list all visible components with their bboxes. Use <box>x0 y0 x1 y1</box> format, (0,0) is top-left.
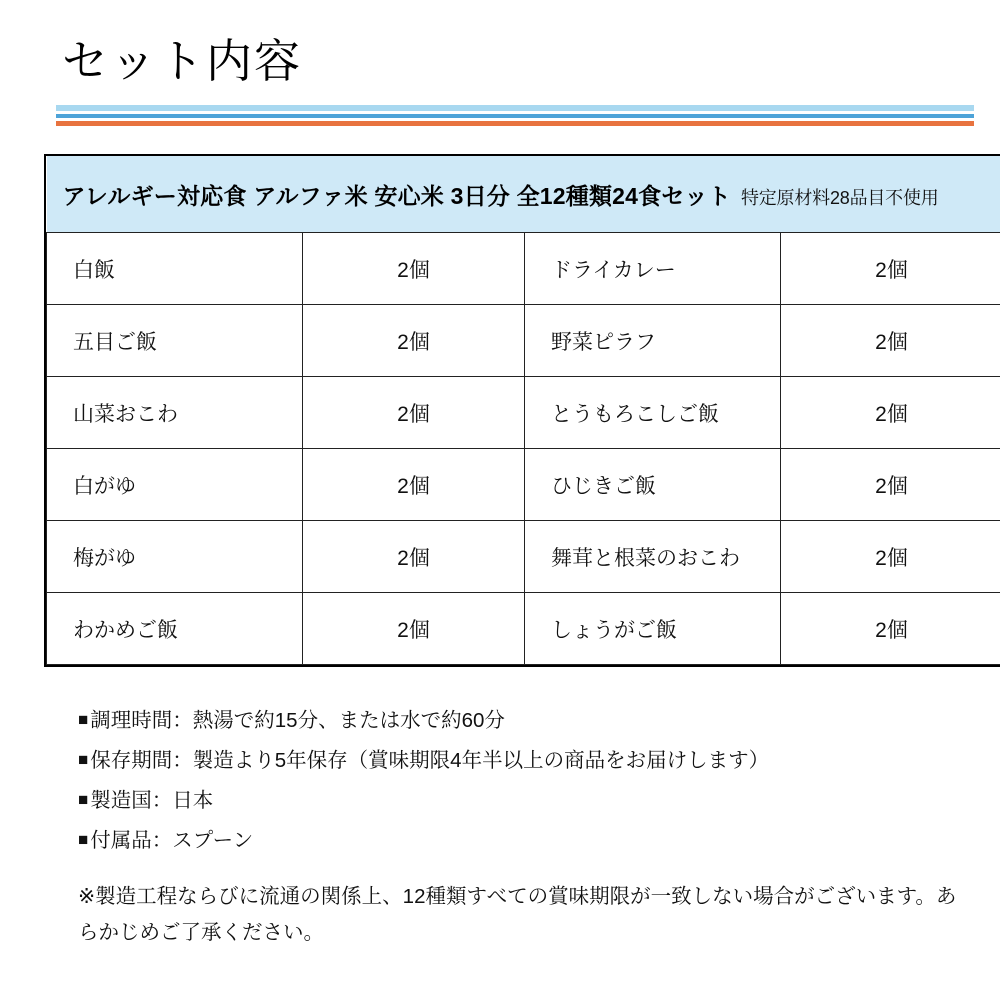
item-qty: 2個 <box>781 449 1000 521</box>
note-text: 調理時間：熱湯で約15分、または水で約60分 <box>90 709 505 733</box>
table-row <box>47 521 1000 593</box>
item-name: 舞茸と根菜のおこわ <box>525 521 781 593</box>
item-name: しょうがご飯 <box>525 593 781 665</box>
table-row <box>47 449 1000 521</box>
decorative-rules <box>56 105 974 126</box>
item-qty: 2個 <box>303 449 525 521</box>
note-item <box>78 781 966 821</box>
item-name: わかめご飯 <box>47 593 303 665</box>
item-name: ひじきご飯 <box>525 449 781 521</box>
item-name: 梅がゆ <box>47 521 303 593</box>
item-qty: 2個 <box>303 377 525 449</box>
note-item <box>78 821 966 861</box>
square-bullet-icon: ■ <box>78 790 89 810</box>
table-header-row <box>47 156 1000 233</box>
item-name: ドライカレー <box>525 233 781 305</box>
square-bullet-icon: ■ <box>78 830 89 850</box>
table-header-cell <box>47 156 1000 233</box>
table-row <box>47 233 1000 305</box>
rule-orange <box>56 121 974 126</box>
table-header-title: アレルギー対応食 アルファ米 安心米 3日分 全12種類24食セット <box>62 182 731 209</box>
item-name: 野菜ピラフ <box>525 305 781 377</box>
square-bullet-icon: ■ <box>78 750 89 770</box>
note-item <box>78 741 966 781</box>
item-name: 山菜おこわ <box>47 377 303 449</box>
item-qty: 2個 <box>303 521 525 593</box>
notes-list <box>78 701 966 861</box>
item-qty: 2個 <box>303 593 525 665</box>
note-text: 付属品：スプーン <box>90 829 254 853</box>
footnote-text: ※製造工程ならびに流通の関係上、12種類すべての賞味期限が一致しない場合がございます。あらかじめご了承ください。 <box>78 885 957 944</box>
item-qty: 2個 <box>781 521 1000 593</box>
item-qty: 2個 <box>781 593 1000 665</box>
note-text: 製造国：日本 <box>90 789 214 813</box>
square-bullet-icon: ■ <box>78 710 89 730</box>
item-qty: 2個 <box>781 305 1000 377</box>
item-name: 白がゆ <box>47 449 303 521</box>
item-name: 五目ご飯 <box>47 305 303 377</box>
table-row <box>47 305 1000 377</box>
item-qty: 2個 <box>303 233 525 305</box>
set-contents-table <box>44 154 1000 667</box>
table-header-subtitle: 特定原材料28品目不使用 <box>740 187 939 208</box>
table-row <box>47 377 1000 449</box>
page-title: セット内容 <box>62 35 302 87</box>
item-name: とうもろこしご飯 <box>525 377 781 449</box>
rule-blue <box>56 114 974 118</box>
item-qty: 2個 <box>781 377 1000 449</box>
item-qty: 2個 <box>303 305 525 377</box>
item-name: 白飯 <box>47 233 303 305</box>
note-item <box>78 701 966 741</box>
table-row <box>47 593 1000 665</box>
item-qty: 2個 <box>781 233 1000 305</box>
note-text: 保存期間：製造より5年保存（賞味期限4年半以上の商品をお届けします） <box>90 749 770 773</box>
